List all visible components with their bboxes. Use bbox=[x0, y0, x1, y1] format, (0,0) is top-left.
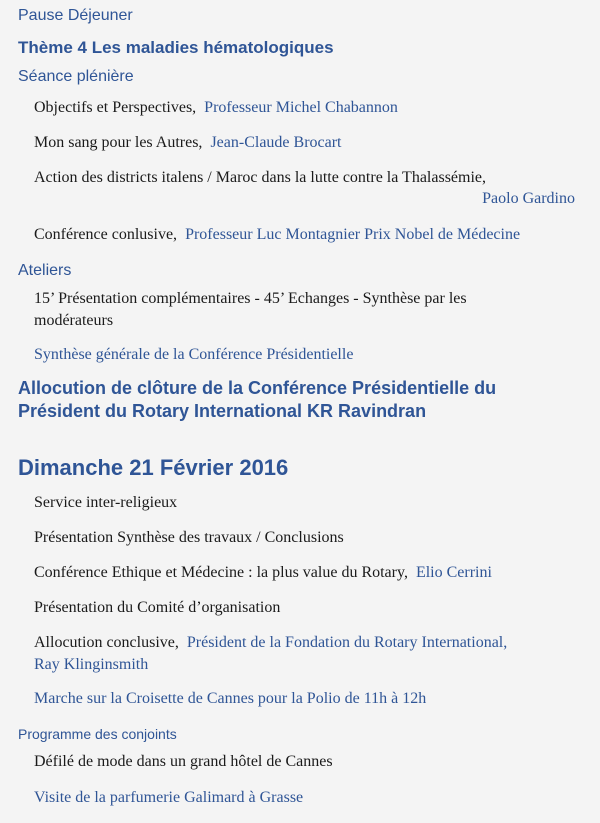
fashion-show: Défilé de mode dans un grand hôtel de Cannes bbox=[34, 753, 333, 770]
ethics-conference-topic: Conférence Ethique et Médecine : la plus value du Rotary, bbox=[34, 564, 408, 581]
plenary-item-topic: Mon sang pour les Autres, bbox=[34, 134, 203, 151]
plenary-item-speaker: Paolo Gardino bbox=[482, 190, 575, 207]
plenary-item-speaker: Professeur Luc Montagnier Prix Nobel de Médecine bbox=[185, 226, 521, 243]
works-synthesis: Présentation Synthèse des travaux / Conclusions bbox=[34, 529, 344, 546]
perfumery-visit: Visite de la parfumerie Galimard à Grasse bbox=[34, 789, 304, 806]
closing-address-line2: Président du Rotary International KR Ravindran bbox=[18, 401, 427, 421]
workshops-description-line2: modérateurs bbox=[34, 312, 114, 329]
spouses-program-label: Programme des conjoints bbox=[18, 726, 177, 742]
workshops-label: Ateliers bbox=[18, 262, 72, 279]
polio-march: Marche sur la Croisette de Cannes pour la Polio de 11h à 12h bbox=[34, 690, 427, 707]
interfaith-service: Service inter-religieux bbox=[34, 494, 178, 511]
closing-speech-speaker-line1: Président de la Fondation du Rotary International, bbox=[186, 634, 508, 651]
plenary-session-label: Séance plénière bbox=[18, 68, 134, 85]
theme4-title: Thème 4 Les maladies hématologiques bbox=[18, 38, 334, 57]
plenary-item-topic: Objectifs et Perspectives, bbox=[34, 99, 197, 116]
plenary-item bbox=[34, 226, 520, 244]
plenary-item-speaker: Jean-Claude Brocart bbox=[210, 134, 342, 151]
organizing-committee: Présentation du Comité d’organisation bbox=[34, 599, 281, 616]
plenary-item bbox=[34, 99, 398, 117]
closing-speech-speaker-line2: Ray Klinginsmith bbox=[34, 656, 149, 673]
plenary-item-topic: Conférence conlusive, bbox=[34, 226, 178, 243]
workshops-description-line1: 15’ Présentation complémentaires - 45’ Echanges - Synthèse par les bbox=[34, 290, 467, 307]
plenary-item-topic: Action des districts italens / Maroc dans la lutte contre la Thalassémie, bbox=[34, 169, 487, 186]
plenary-item-speaker: Professeur Michel Chabannon bbox=[204, 99, 398, 116]
closing-speech bbox=[34, 634, 507, 652]
ethics-conference-speaker: Elio Cerrini bbox=[415, 564, 492, 581]
plenary-item bbox=[34, 134, 342, 152]
general-synthesis: Synthèse générale de la Conférence Présidentielle bbox=[34, 346, 354, 363]
closing-speech-topic: Allocution conclusive, bbox=[34, 634, 179, 651]
ethics-conference bbox=[34, 564, 492, 582]
lunch-break-label: Pause Déjeuner bbox=[18, 7, 133, 24]
sunday-title: Dimanche 21 Février 2016 bbox=[18, 455, 289, 480]
closing-address-line1: Allocution de clôture de la Conférence Présidentielle du bbox=[18, 378, 497, 398]
